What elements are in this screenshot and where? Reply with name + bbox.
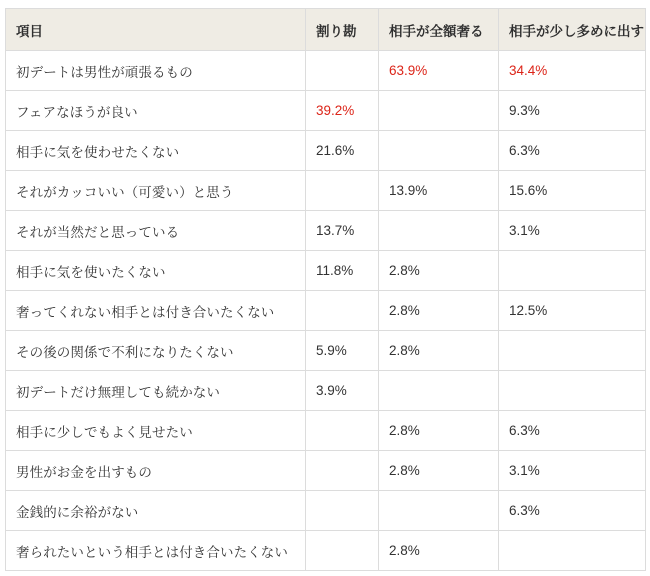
cell-split-bill: 5.9%	[306, 331, 379, 371]
cell-split-bill: 21.6%	[306, 131, 379, 171]
cell-split-bill: 13.7%	[306, 211, 379, 251]
table-row	[6, 531, 646, 571]
cell-partner-pays-all	[379, 211, 499, 251]
row-label: それがカッコいい（可愛い）と思う	[6, 171, 306, 211]
table-row	[6, 91, 646, 131]
table-body	[6, 51, 646, 571]
cell-split-bill	[306, 291, 379, 331]
row-label: 奢られたいという相手とは付き合いたくない	[6, 531, 306, 571]
cell-partner-pays-more: 6.3%	[499, 411, 646, 451]
cell-split-bill: 39.2%	[306, 91, 379, 131]
cell-partner-pays-more: 12.5%	[499, 291, 646, 331]
cell-partner-pays-more	[499, 331, 646, 371]
cell-split-bill	[306, 171, 379, 211]
table-header-row	[6, 9, 646, 51]
row-label: それが当然だと思っている	[6, 211, 306, 251]
table-row	[6, 451, 646, 491]
cell-partner-pays-all: 2.8%	[379, 531, 499, 571]
column-header-item: 項目	[6, 9, 306, 51]
cell-partner-pays-more: 34.4%	[499, 51, 646, 91]
cell-split-bill	[306, 451, 379, 491]
cell-split-bill	[306, 51, 379, 91]
row-label: その後の関係で不利になりたくない	[6, 331, 306, 371]
cell-partner-pays-all: 13.9%	[379, 171, 499, 211]
row-label: 初デートは男性が頑張るもの	[6, 51, 306, 91]
survey-table	[5, 8, 646, 571]
table-row	[6, 131, 646, 171]
cell-partner-pays-all: 2.8%	[379, 291, 499, 331]
cell-partner-pays-more: 3.1%	[499, 211, 646, 251]
table-row	[6, 331, 646, 371]
cell-partner-pays-all: 63.9%	[379, 51, 499, 91]
column-header-partner-pays-all: 相手が全額奢る	[379, 9, 499, 51]
cell-split-bill	[306, 491, 379, 531]
cell-partner-pays-more	[499, 531, 646, 571]
row-label: 相手に気を使いたくない	[6, 251, 306, 291]
cell-split-bill: 3.9%	[306, 371, 379, 411]
cell-split-bill	[306, 531, 379, 571]
cell-partner-pays-more: 3.1%	[499, 451, 646, 491]
cell-partner-pays-more: 9.3%	[499, 91, 646, 131]
cell-partner-pays-all	[379, 91, 499, 131]
column-header-partner-pays-more: 相手が少し多めに出す	[499, 9, 646, 51]
column-header-split-bill: 割り勘	[306, 9, 379, 51]
cell-partner-pays-more: 15.6%	[499, 171, 646, 211]
row-label: 相手に少しでもよく見せたい	[6, 411, 306, 451]
cell-split-bill	[306, 411, 379, 451]
row-label: 金銭的に余裕がない	[6, 491, 306, 531]
cell-partner-pays-more	[499, 371, 646, 411]
table-row	[6, 411, 646, 451]
row-label: 奢ってくれない相手とは付き合いたくない	[6, 291, 306, 331]
row-label: フェアなほうが良い	[6, 91, 306, 131]
cell-partner-pays-more	[499, 251, 646, 291]
cell-partner-pays-more: 6.3%	[499, 131, 646, 171]
cell-partner-pays-more: 6.3%	[499, 491, 646, 531]
row-label: 初デートだけ無理しても続かない	[6, 371, 306, 411]
cell-partner-pays-all	[379, 371, 499, 411]
cell-partner-pays-all	[379, 491, 499, 531]
cell-partner-pays-all: 2.8%	[379, 331, 499, 371]
table-row	[6, 371, 646, 411]
row-label: 相手に気を使わせたくない	[6, 131, 306, 171]
cell-partner-pays-all: 2.8%	[379, 411, 499, 451]
cell-partner-pays-all	[379, 131, 499, 171]
table-row	[6, 491, 646, 531]
cell-split-bill: 11.8%	[306, 251, 379, 291]
cell-partner-pays-all: 2.8%	[379, 451, 499, 491]
cell-partner-pays-all: 2.8%	[379, 251, 499, 291]
table-row	[6, 251, 646, 291]
table-row	[6, 51, 646, 91]
row-label: 男性がお金を出すもの	[6, 451, 306, 491]
table-row	[6, 291, 646, 331]
table-header	[6, 9, 646, 51]
table-row	[6, 211, 646, 251]
table-row	[6, 171, 646, 211]
